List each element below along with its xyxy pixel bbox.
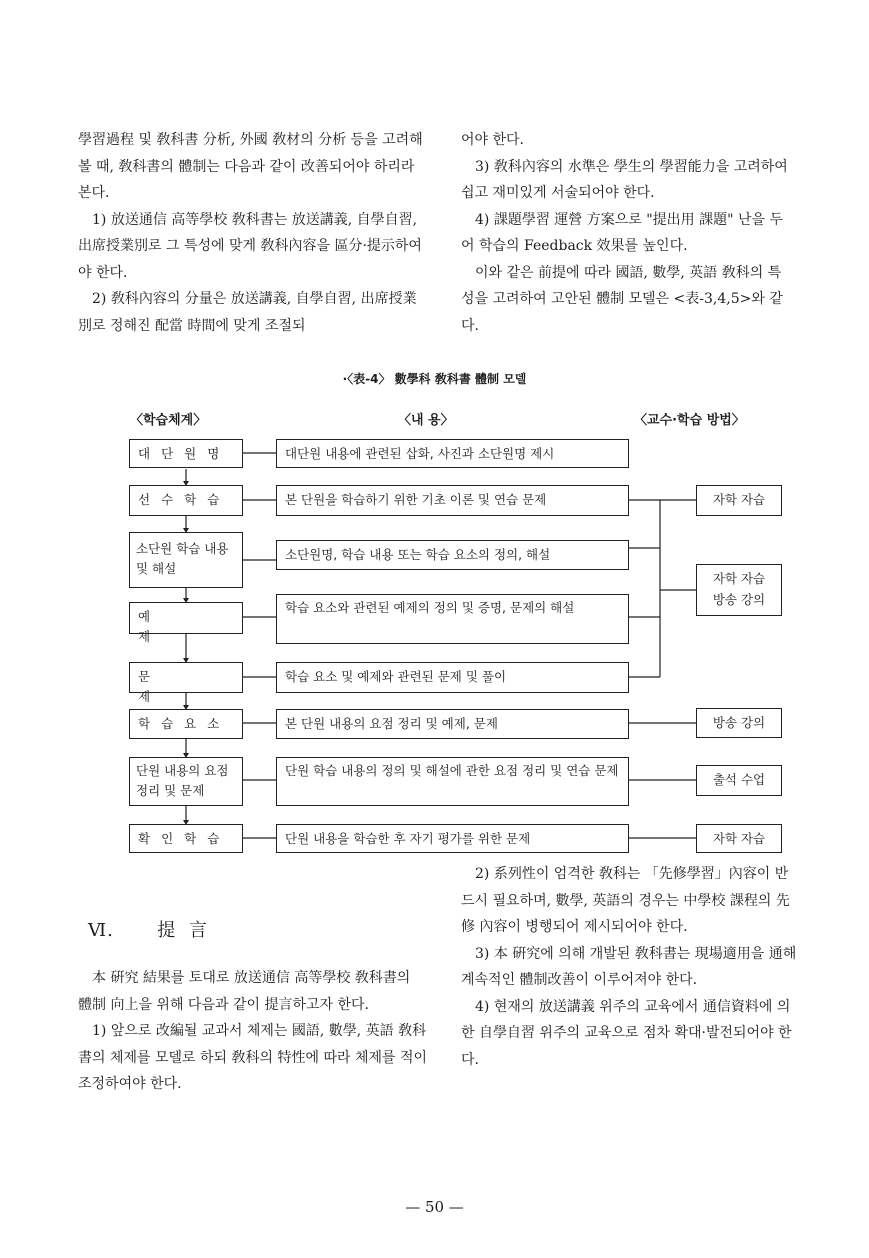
content-box: 학습 요소와 관련된 예제의 정의 및 증명, 문제의 해설 <box>276 594 629 644</box>
method-box: 방송 강의 <box>696 708 782 738</box>
paragraph: 4) 현재의 放送講義 위주의 교육에서 通信資料에 의한 自學自習 위주의 교육으로 점차 확대·발전되어야 한다. <box>461 998 792 1068</box>
stage-box: 선수학습 <box>129 485 243 516</box>
paragraph: 3) 本 硏究에 의해 개발된 敎科書는 現場適用을 通해 계속적인 體制改善이 이루어져야 한다. <box>461 945 797 988</box>
header-learning-system: 〈학습체계〉 <box>130 413 207 428</box>
section-heading <box>88 916 211 942</box>
content-box: 소단원명, 학습 내용 또는 학습 요소의 정의, 해설 <box>276 540 629 570</box>
content-box: 대단원 내용에 관련된 삽화, 사진과 소단원명 제시 <box>276 439 629 468</box>
content-box: 단원 학습 내용의 정의 및 해설에 관한 요점 정리 및 연습 문제 <box>276 757 629 806</box>
stage-box: 단원 내용의 요점 정리 및 문제 <box>129 757 243 806</box>
stage-box: 소단원 학습 내용 및 해설 <box>129 532 243 588</box>
section-title: 提 言 <box>157 920 212 941</box>
paragraph: 이와 같은 前提에 따라 國語, 數學, 英語 敎科의 특성을 고려하여 고안된 體制 모델은 <表-3,4,5>와 같다. <box>461 264 783 334</box>
stage-box: 대단원명 <box>129 439 243 468</box>
paragraph: 2) 系列性이 엄격한 敎科는 「先修學習」內容이 반드시 필요하며, 數學, 英語의 경우는 中學校 課程의 先修 內容이 병행되어 제시되어야 한다. <box>461 866 790 935</box>
bottom-left-column <box>78 965 428 1098</box>
header-teaching-method: 〈교수·학습 방법〉 <box>634 413 745 428</box>
method-label: 자학 자습 <box>712 571 766 586</box>
paragraph: 3) 敎科內容의 水準은 學生의 學習能力을 고려하여 쉽고 재미있게 서술되어야 한다. <box>461 158 788 201</box>
paragraph: 4) 課題學習 運營 方案으로 "提出用 課題" 난을 두어 학습의 Feedback 效果를 높인다. <box>461 211 784 254</box>
paragraph: 本 硏究 結果를 토대로 放送通信 高等學校 敎科書의 體制 向上을 위해 다음과 같이 提言하고자 한다. <box>78 970 411 1013</box>
method-label: 방송 강의 <box>712 592 766 607</box>
paragraph: 2) 敎科內容의 分量은 放送講義, 自學自習, 出席授業別로 정해진 配當 時間에 맞게 조절되 <box>78 291 417 334</box>
table-caption: ·〈表-4〉 數學科 敎科書 體制 모델 <box>342 372 527 386</box>
paragraph: 1) 放送通信 高等學校 敎科書는 放送講義, 自學自習, 出席授業別로 그 특성에 맞게 敎科內容을 區分·提示하여야 한다. <box>78 211 422 281</box>
stage-box: 문제 <box>129 662 243 693</box>
stage-box: 확인학습 <box>129 824 243 853</box>
method-box-group <box>696 564 782 616</box>
method-box: 자학 자습 <box>696 824 782 853</box>
paragraph: 어야 한다. <box>461 132 524 148</box>
page-number: — 50 — <box>405 1198 464 1216</box>
content-box: 학습 요소 및 예제와 관련된 문제 및 풀이 <box>276 662 629 693</box>
method-box: 자학 자습 <box>696 485 782 516</box>
paragraph: 學習過程 및 敎科書 分析, 外國 敎材의 分析 등을 고려해 볼 때, 敎科書의 體制는 다음과 같이 改善되어야 하리라 본다. <box>78 132 423 201</box>
bottom-right-column <box>461 861 799 1073</box>
stage-box: 예제 <box>129 602 243 634</box>
section-number: Ⅵ. <box>88 920 114 941</box>
method-box: 출석 수업 <box>696 765 782 796</box>
content-box: 단원 내용을 학습한 후 자기 평가를 위한 문제 <box>276 824 629 853</box>
content-box: 본 단원을 학습하기 위한 기초 이론 및 연습 문제 <box>276 485 629 516</box>
stage-box: 학습요소 <box>129 709 243 739</box>
paragraph: 1) 앞으로 改編될 교과서 체제는 國語, 數學, 英語 敎科書의 체제를 모델로 하되 敎科의 特性에 따라 체제를 적이 조정하여야 한다. <box>78 1023 428 1092</box>
header-content: 〈내 용〉 <box>398 413 454 428</box>
content-box: 본 단원 내용의 요점 정리 및 예제, 문제 <box>276 709 629 739</box>
